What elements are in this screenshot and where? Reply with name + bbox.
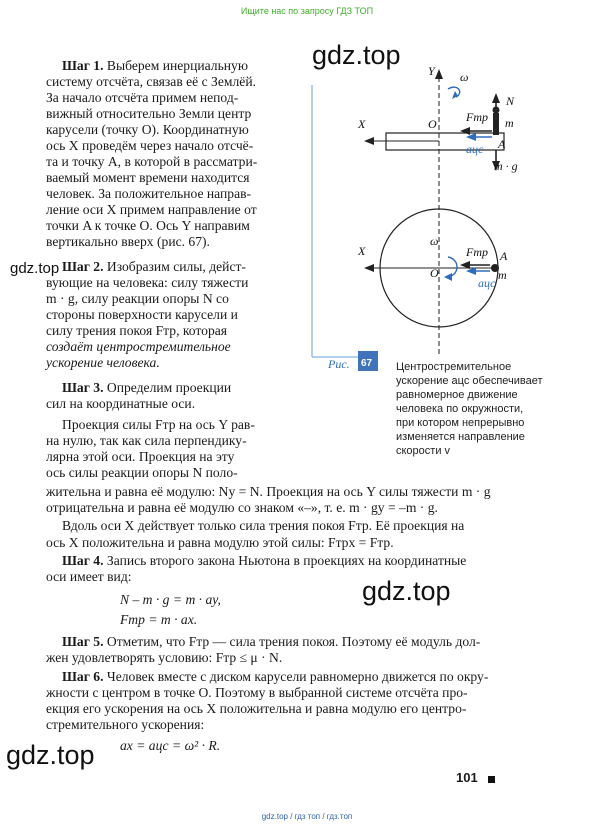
text-line: силу трения покоя Fтр, которая xyxy=(46,323,228,338)
text-line: отрицательна и равна её модулю со знаком «–», т. е. m · gy = –m · g. xyxy=(46,500,438,515)
watermark: gdz.top xyxy=(312,40,401,70)
top-banner[interactable]: Ищите нас по запросу ГДЗ ТОП xyxy=(240,6,374,16)
caption-line: при котором непрерывно xyxy=(396,417,525,429)
omega-label-bottom: ω xyxy=(430,234,439,248)
page-number: 101 xyxy=(456,770,478,785)
watermark: gdz.top xyxy=(6,740,95,770)
point-a-label: A xyxy=(498,137,506,151)
caption-line: человека по окружности, xyxy=(396,403,524,415)
person-head xyxy=(493,107,500,114)
text-line: создаёт центростремительное xyxy=(46,339,231,354)
text-line: Шаг 4. Запись второго закона Ньютона в проекциях на координатные xyxy=(62,553,467,568)
text-line: та и точку A, в которой в рассматри- xyxy=(46,154,258,169)
y-axis-arrow xyxy=(435,69,443,79)
text-line: Шаг 3. Определим проекции xyxy=(62,380,232,395)
text-line: ускорение человека. xyxy=(46,355,160,370)
rotation-arrowhead xyxy=(452,91,458,99)
text-line: вижный относительно Земли центр xyxy=(46,106,252,121)
x-axis-bottom-arrow xyxy=(364,264,374,272)
equation-final: ax = aцс = ω² · R. xyxy=(120,738,221,753)
text-line: m · g, силу реакции опоры N со xyxy=(46,291,229,306)
bottom-banner[interactable]: gdz.top / гдз топ / гдз.топ xyxy=(261,812,353,821)
text-line: Шаг 1. Выберем инерциальную xyxy=(62,58,248,73)
text-line: За начало отсчёта примем непод- xyxy=(46,90,239,105)
text-line: карусели (точку O). Координатную xyxy=(46,122,249,137)
text-line: на нулю, так как сила перпендику- xyxy=(46,433,247,448)
text-line: лярна этой оси. Проекция на эту xyxy=(46,449,235,464)
caption-line: скорости v xyxy=(396,445,451,457)
text-line: Шаг 6. Человек вместе с диском карусели равномерно движется по окру- xyxy=(62,669,489,684)
caption-line: изменяется направление xyxy=(396,431,525,443)
normal-force-arrowhead xyxy=(492,93,500,103)
x-axis-label-top: X xyxy=(358,117,366,131)
text-line: Вдоль оси X действует только сила трения покоя Fтр. Её проекция на xyxy=(62,518,465,533)
point-a-label-bottom: A xyxy=(500,249,508,263)
text-line: стороны поверхности карусели и xyxy=(46,307,238,322)
equation-y: N – m · g = m · ay, xyxy=(120,592,221,607)
gravity-label: m · g xyxy=(494,159,518,173)
equation-x: Fтр = m · ax. xyxy=(120,612,198,627)
acceleration-label: aцс xyxy=(466,142,484,156)
acceleration-label-bottom: aцс xyxy=(478,276,496,290)
text-line: вертикально вверх (рис. 67). xyxy=(46,234,210,249)
caption-line: ускорение aцс обеспечивает xyxy=(396,375,543,387)
x-axis-arrow xyxy=(364,137,374,145)
watermark: gdz.top xyxy=(362,576,451,606)
text-line: сил на координатные оси. xyxy=(46,396,196,411)
caption-line: Центростремительное xyxy=(396,361,512,373)
text-line: систему отсчёта, связав её с Землёй. xyxy=(46,74,256,89)
normal-force-label: N xyxy=(506,94,515,108)
watermark: gdz.top xyxy=(10,260,60,277)
figure-caption-ris: Рис. xyxy=(328,357,350,371)
person-figure xyxy=(493,113,499,135)
friction-force-label-bottom: Fтр xyxy=(466,245,488,259)
text-line: стремительного ускорения: xyxy=(46,717,205,732)
text-line: точки A к точке O. Ось Y направим xyxy=(46,218,250,233)
text-line: человек. За положительное направ- xyxy=(46,186,252,201)
y-axis-label: Y xyxy=(428,64,435,78)
caption-line: равномерное движение xyxy=(396,389,518,401)
mass-label: m xyxy=(505,116,514,130)
text-line: ось силы реакции опоры N поло- xyxy=(46,465,238,480)
mass-label-bottom: m xyxy=(498,268,507,282)
text-line: ваемый момент времени находится xyxy=(46,170,250,185)
friction-force-label: Fтр xyxy=(466,110,488,124)
text-line: ление оси X примем направление от xyxy=(46,202,257,217)
x-axis-label-bottom: X xyxy=(358,244,366,258)
text-line: Шаг 2. Изобразим силы, дейст- xyxy=(62,259,246,274)
text-line: екция его ускорения на ось X положительна и равна модулю его центро- xyxy=(46,701,467,716)
text-line: жен удовлетворять условию: Fтр ≤ μ · N. xyxy=(46,650,283,665)
figure-67 xyxy=(300,55,600,375)
text-line: Проекция силы Fтр на ось Y рав- xyxy=(62,417,255,432)
page-number-marker xyxy=(488,776,495,783)
origin-label-bottom: O xyxy=(430,266,439,280)
text-line: вующие на человека: силу тяжести xyxy=(46,275,249,290)
text-line: жности с центром в точке O. Поэтому в выбранной системе отсчёта про- xyxy=(46,685,468,700)
text-line: ось X положительна и равна модулю этой силы: Fтрx = Fтр. xyxy=(46,535,394,550)
text-line: жительна и равна её модулю: Ny = N. Проекция на ось Y силы тяжести m · g xyxy=(46,484,491,499)
text-line: Шаг 5. Отметим, что Fтр — сила трения покоя. Поэтому её модуль дол- xyxy=(62,634,481,649)
text-line: ось X проведём через начало отсчё- xyxy=(46,138,254,153)
origin-label-top: O xyxy=(428,117,437,131)
omega-label: ω xyxy=(460,70,469,84)
text-line: оси имеет вид: xyxy=(46,569,132,584)
figure-number: 67 xyxy=(361,358,373,369)
